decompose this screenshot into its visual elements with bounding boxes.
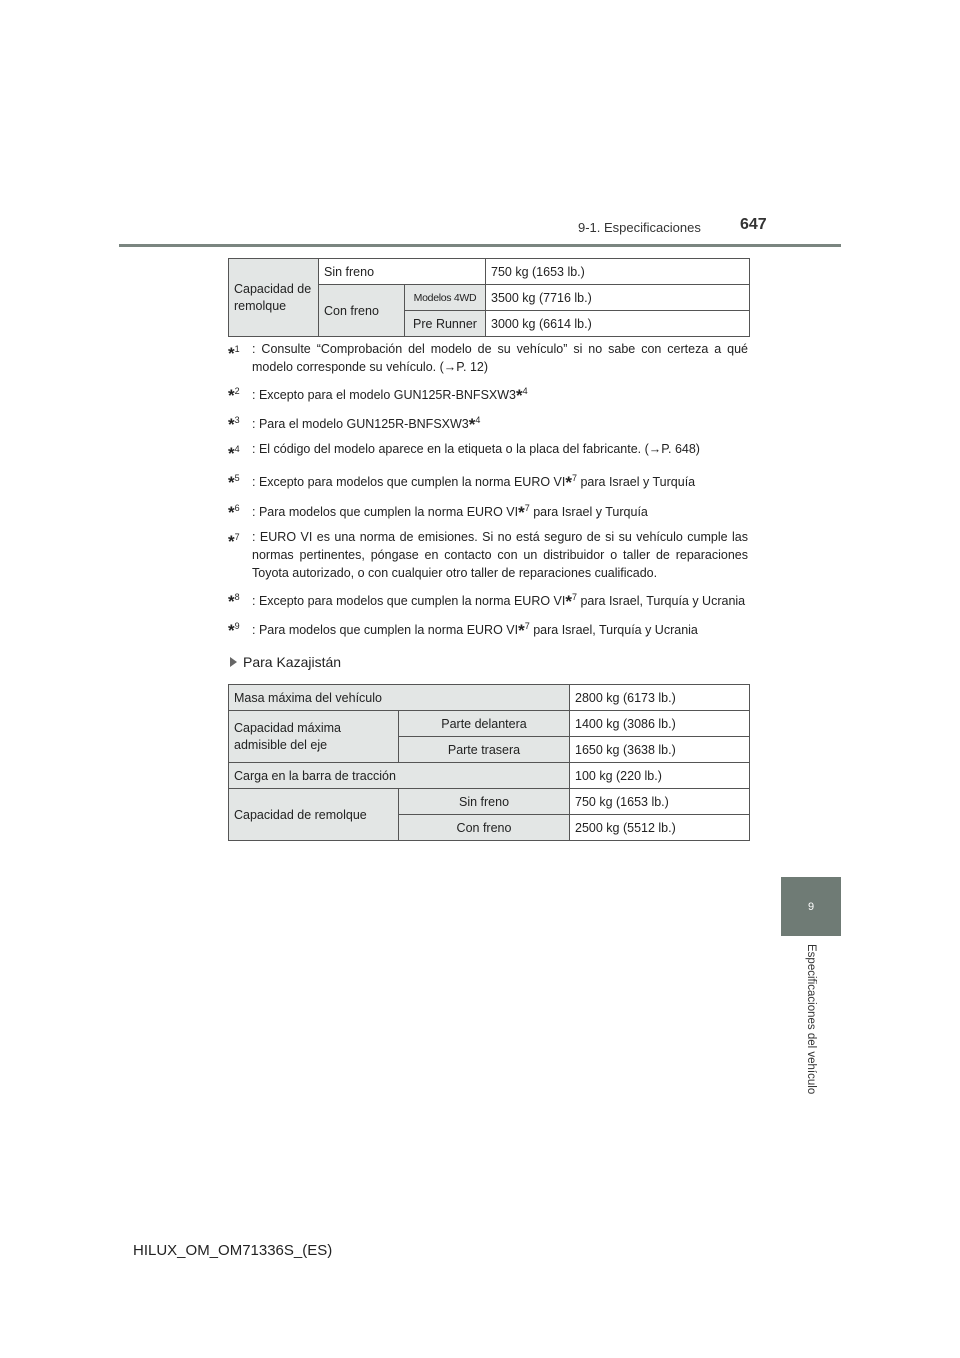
- triangle-right-icon: [230, 657, 237, 667]
- table-cell: Pre Runner: [405, 311, 486, 337]
- kazakhstan-spec-table: [228, 684, 750, 841]
- table-cell: 1650 kg (3638 lb.): [570, 737, 750, 763]
- table-cell: Modelos 4WD: [405, 285, 486, 311]
- table-cell: 3000 kg (6614 lb.): [486, 311, 750, 337]
- footnote: *$^9$ : Para modelos que cumplen la norma EURO VI*$^7$ para Israel, Turquía y Ucrania: [228, 620, 698, 641]
- table-row: [229, 711, 750, 737]
- footnote: *$^7$ : EURO VI es una norma de emisiones. Si no está seguro de si su vehículo cumple las normas pertinentes, póngase en contacto con un distribuidor o taller de reparaciones Toyota autorizado, o con cualquier otro taller de reparaciones cualificado.: [228, 529, 748, 580]
- table-cell: 100 kg (220 lb.): [570, 763, 750, 789]
- table-cell: Carga en la barra de tracción: [229, 763, 570, 789]
- table-cell: 3500 kg (7716 lb.): [486, 285, 750, 311]
- footnote: *$^6$ : Para modelos que cumplen la norma EURO VI*$^7$ para Israel y Turquía: [228, 502, 648, 522]
- table-cell: Capacidad de remolque: [229, 789, 399, 841]
- header-rule: [119, 244, 841, 247]
- table-cell: Masa máxima del vehículo: [229, 685, 570, 711]
- document-footer-code: HILUX_OM_OM71336S_(ES): [133, 1242, 333, 1259]
- footnote: *$^8$ : Excepto para modelos que cumplen la norma EURO VI*$^7$ para Israel, Turquía y Ucrania: [228, 591, 746, 611]
- footnotes: [228, 340, 748, 646]
- table-cell: 750 kg (1653 lb.): [570, 789, 750, 815]
- page-number: 647: [740, 216, 767, 233]
- footnote: *$^1$ : Consulte “Comprobación del modelo de su vehículo” si no sabe con certeza a qué modelo corresponde su vehículo. (→P. 12): [228, 342, 748, 374]
- table-cell: Con freno: [399, 815, 570, 841]
- table-row: [229, 789, 750, 815]
- header-section-title: 9-1. Especificaciones: [578, 220, 701, 235]
- table-cell: Capacidad máxima admisible del eje: [229, 711, 399, 763]
- table-row: [229, 763, 750, 789]
- chapter-tab[interactable]: [781, 877, 841, 936]
- table-cell: Parte delantera: [399, 711, 570, 737]
- footnote: *$^3$ : Para el modelo GUN125R-BNFSXW3*$^4$: [228, 415, 481, 435]
- footnote: *$^5$ : Excepto para modelos que cumplen la norma EURO VI*$^7$ para Israel y Turquía: [228, 473, 696, 493]
- section-subheading: Para Kazajistán: [230, 654, 341, 670]
- table-cell: 750 kg (1653 lb.): [486, 259, 750, 285]
- table-cell: Sin freno: [319, 259, 486, 285]
- towing-capacity-table: [228, 258, 750, 337]
- table-cell: Parte trasera: [399, 737, 570, 763]
- table-cell: Con freno: [319, 285, 405, 337]
- table-cell: 2800 kg (6173 lb.): [570, 685, 750, 711]
- footnote: *$^2$ : Excepto para el modelo GUN125R-BNFSXW3*$^4$: [228, 386, 528, 406]
- table-row: [229, 685, 750, 711]
- chapter-label: Especificaciones del vehículo: [805, 944, 817, 1095]
- chapter-number: 9: [807, 900, 815, 913]
- table-row: [229, 259, 750, 285]
- table-cell: Capacidad de remolque: [229, 259, 319, 337]
- table-cell: 2500 kg (5512 lb.): [570, 815, 750, 841]
- table-cell: 1400 kg (3086 lb.): [570, 711, 750, 737]
- table-cell: Sin freno: [399, 789, 570, 815]
- footnote: *$^4$ : El código del modelo aparece en la etiqueta o la placa del fabricante. (→P. 648): [228, 442, 700, 464]
